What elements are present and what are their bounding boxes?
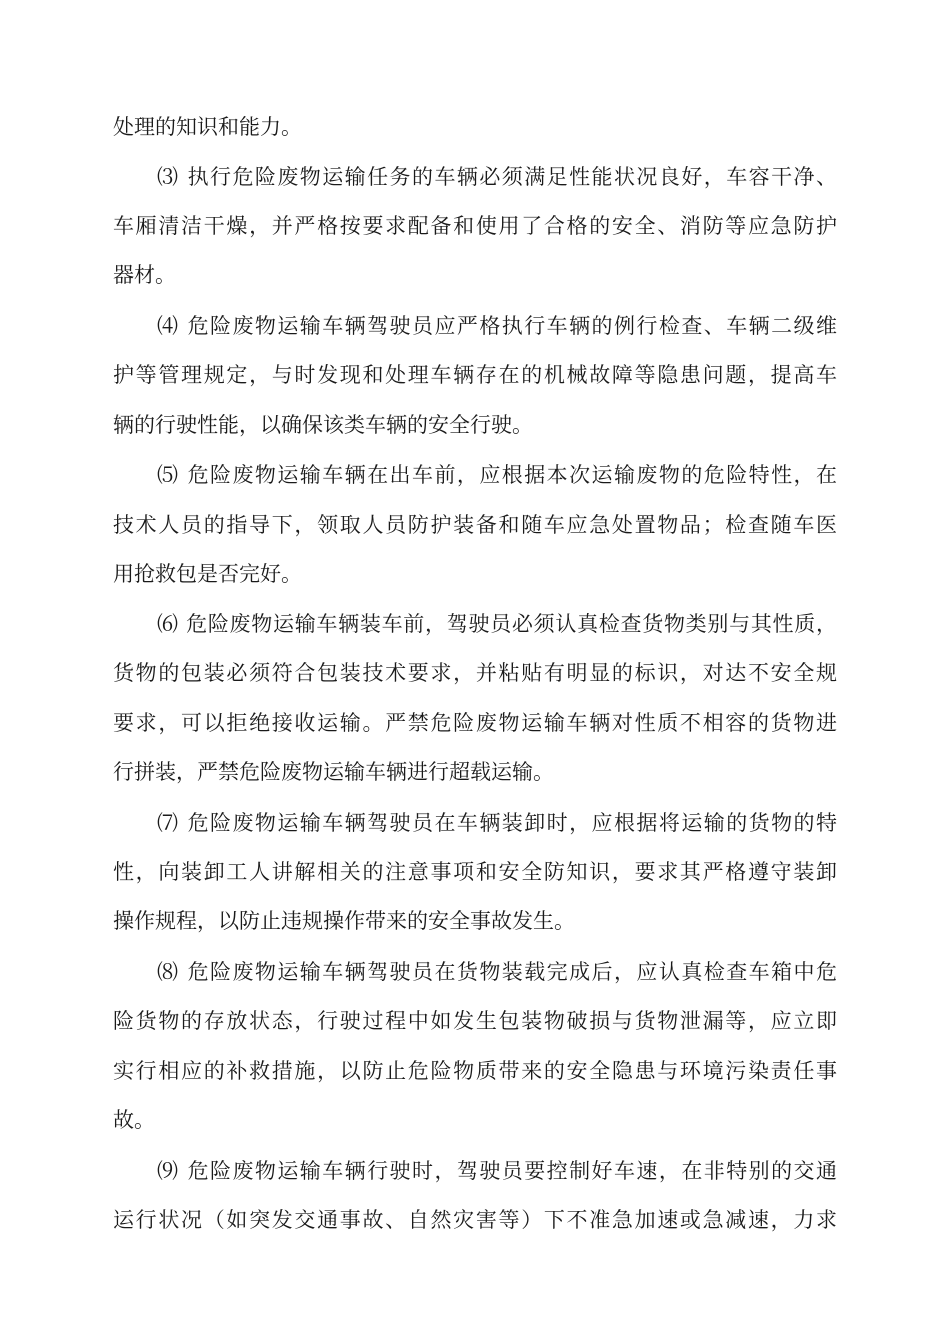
paragraph-6-line: ⑹ 危险废物运输车辆装车前，驾驶员必须认真检查货物类别与其性质， [157,612,837,636]
text-line: 用抢救包是否完好。 [113,562,302,586]
text-line: 器材。 [113,263,176,287]
text-line: 行拼装，严禁危险废物运输车辆进行超载运输。 [113,760,554,784]
paragraph-9-line: ⑼ 危险废物运输车辆行驶时，驾驶员要控制好车速，在非特别的交通 [157,1159,837,1183]
paragraph-5-line: ⑸ 危险废物运输车辆在出车前，应根据本次运输废物的危险特性，在 [157,463,837,487]
text-line: 操作规程，以防止违规操作带来的安全事故发生。 [113,909,575,933]
text-line: 险货物的存放状态，行驶过程中如发生包装物破损与货物泄漏等，应立即 [113,1009,837,1033]
text-line: 处理的知识和能力。 [113,115,302,139]
text-line: 技术人员的指导下，领取人员防护装备和随车应急处置物品；检查随车医 [113,513,837,537]
text-line: 辆的行驶性能，以确保该类车辆的安全行驶。 [113,413,533,437]
text-line: 性，向装卸工人讲解相关的注意事项和安全防知识，要求其严格遵守装卸 [113,860,837,884]
text-line: 车厢清洁干燥，并严格按要求配备和使用了合格的安全、消防等应急防护 [113,214,837,238]
paragraph-3-line: ⑶ 执行危险废物运输任务的车辆必须满足性能状况良好，车容干净、 [157,165,837,189]
text-line: 运行状况（如突发交通事故、自然灾害等）下不准急加速或急减速，力求 [113,1208,837,1232]
text-line: 故。 [113,1108,155,1132]
text-line: 要求，可以拒绝接收运输。严禁危险废物运输车辆对性质不相容的货物进 [113,711,837,735]
text-line: 货物的包装必须符合包装技术要求，并粘贴有明显的标识，对达不安全规 [113,661,837,685]
paragraph-8-line: ⑻ 危险废物运输车辆驾驶员在货物装载完成后，应认真检查车箱中危 [157,960,837,984]
text-line: 护等管理规定，与时发现和处理车辆存在的机械故障等隐患问题，提高车 [113,363,837,387]
text-line: 实行相应的补救措施，以防止危险物质带来的安全隐患与环境污染责任事 [113,1059,837,1083]
paragraph-7-line: ⑺ 危险废物运输车辆驾驶员在车辆装卸时，应根据将运输的货物的特 [157,811,837,835]
paragraph-4-line: ⑷ 危险废物运输车辆驾驶员应严格执行车辆的例行检查、车辆二级维 [157,314,837,338]
